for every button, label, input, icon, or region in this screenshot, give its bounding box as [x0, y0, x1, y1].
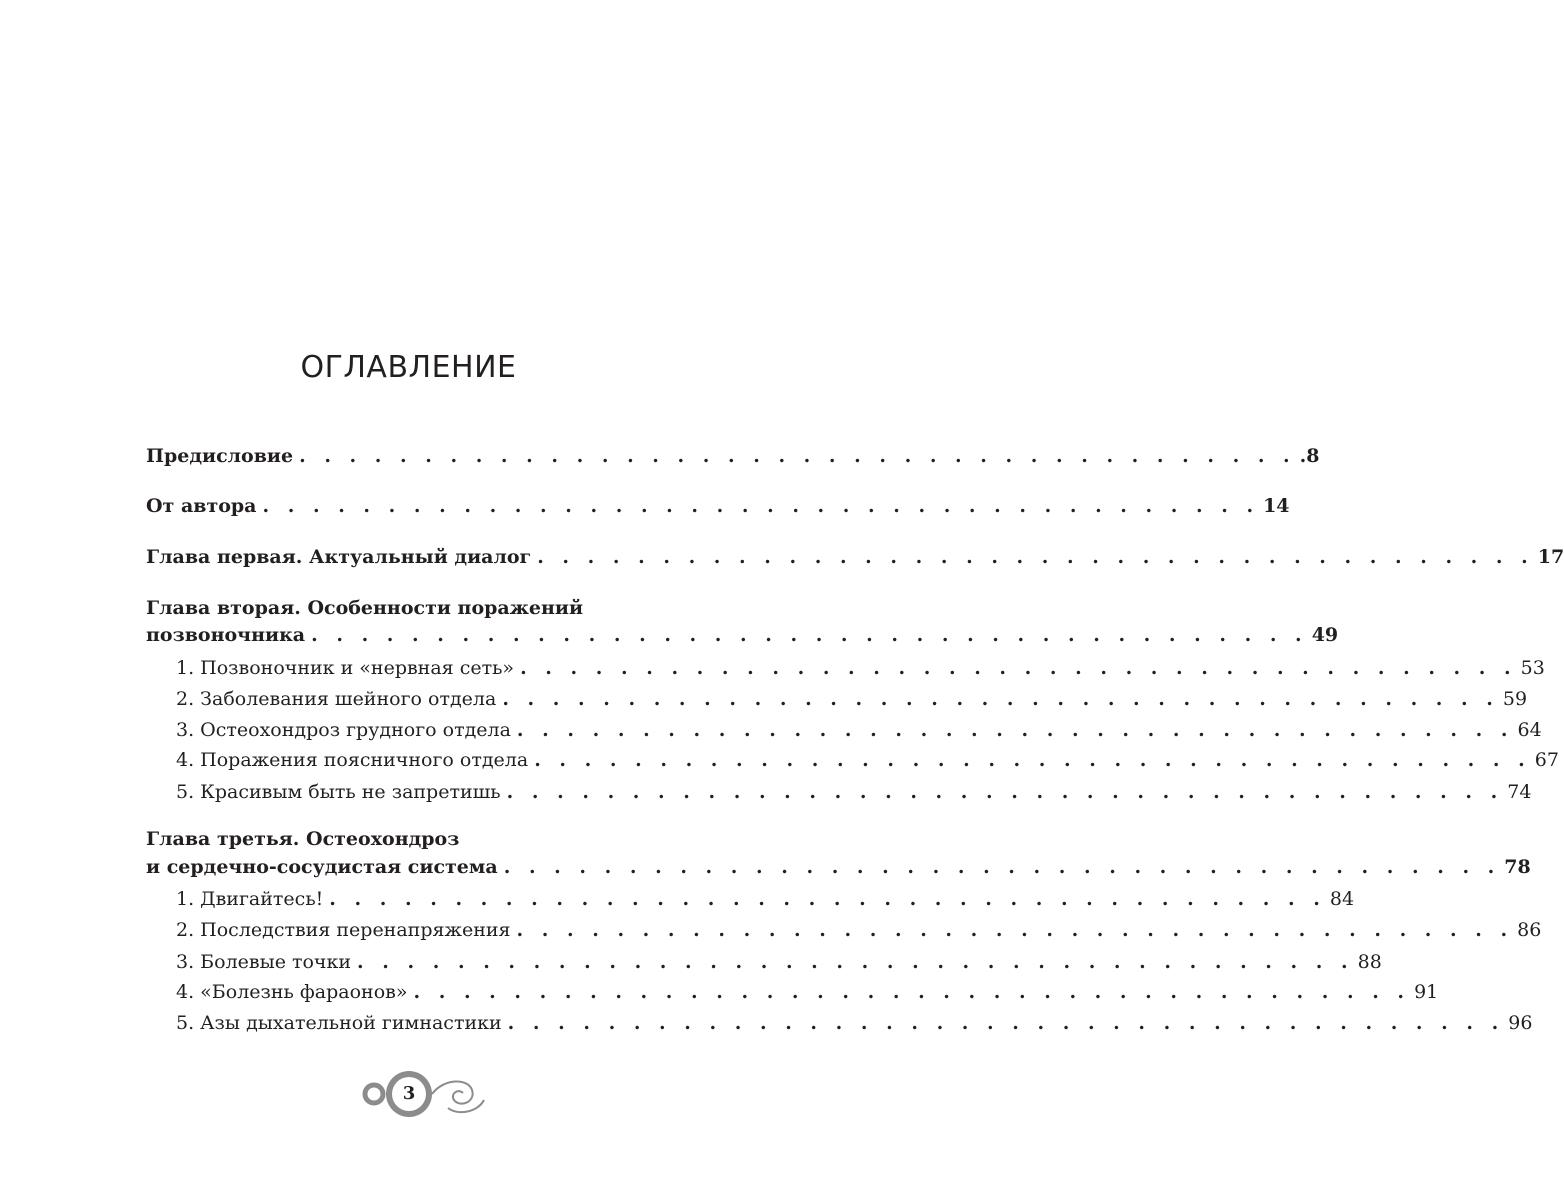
toc-entry-page: 96 — [1508, 1012, 1533, 1034]
toc-entry-label: 5. Азы дыхательной гимнастики — [176, 1012, 502, 1034]
toc-subentry[interactable] — [176, 918, 1542, 942]
toc-entry-chapter-1[interactable] — [146, 545, 1564, 569]
toc-subentry[interactable] — [176, 780, 1532, 804]
toc-entry-page: 59 — [1502, 688, 1528, 710]
toc-entry-label: 1. Позвоночник и «нервная сеть» — [176, 657, 515, 679]
leader-dots: . . . . . . . . . . . . . . . . . . . . . . . . . . . . . . . . . . . . . . . . — [357, 951, 1354, 973]
leader-dots: . . . . . . . . . . . . . . . . . . . . . . . . . . . . . . . . . . . . . . . . — [311, 624, 1308, 646]
toc-entry-label: 4. Поражения поясничного отдела — [176, 749, 529, 771]
toc-entry-page: 84 — [1329, 888, 1355, 910]
toc-subentry[interactable] — [176, 1011, 1533, 1035]
leader-dots: . . . . . . . . . . . . . . . . . . . . . . . . . . . . . . . . . . . . . . . . — [534, 749, 1531, 771]
leader-dots: . . . . . . . . . . . . . . . . . . . . . . . . . . . . . . . . . . . . . . . . — [299, 445, 1296, 467]
toc-entry-page: 86 — [1517, 919, 1542, 941]
toc-entry-page: .8 — [1299, 445, 1320, 467]
toc-entry-chapter-3[interactable] — [146, 855, 1531, 879]
toc-entry-label: 5. Красивым быть не запретишь — [176, 781, 501, 803]
toc-entry-label: Предисловие — [146, 445, 294, 467]
toc-entry-chapter-2[interactable] — [146, 623, 1339, 647]
leader-dots: . . . . . . . . . . . . . . . . . . . . . . . . . . . . . . . . . . . . . . . . — [262, 495, 1260, 517]
toc-subentry[interactable] — [176, 656, 1545, 680]
leader-dots: . . . . . . . . . . . . . . . . . . . . . . . . . . . . . . . . . . . . . . . . — [502, 688, 1499, 710]
leader-dots: . . . . . . . . . . . . . . . . . . . . . . . . . . . . . . . . . . . . . . . . — [503, 856, 1501, 878]
toc-entry-label: 3. Болевые точки — [176, 951, 352, 973]
toc-entry-from-author[interactable] — [146, 494, 1290, 518]
toc-entry-label: 2. Последствия перенапряжения — [176, 919, 511, 941]
toc-subentry[interactable] — [176, 887, 1355, 911]
toc-entry-label: 4. «Болезнь фараонов» — [176, 981, 408, 1003]
leader-dots: . . . . . . . . . . . . . . . . . . . . . . . . . . . . . . . . . . . . . . . . — [516, 719, 1514, 741]
toc-entry-label: позвоночника — [146, 624, 306, 646]
toc-subentry[interactable] — [176, 718, 1542, 742]
page-title: ОГЛАВЛЕНИЕ — [300, 350, 517, 385]
toc-entry-page: 78 — [1504, 856, 1531, 878]
toc-entry-page: 64 — [1517, 719, 1542, 741]
toc-entry-preface[interactable] — [146, 444, 1320, 468]
toc-entry-page: 14 — [1263, 495, 1290, 517]
toc-entry-page: 49 — [1311, 624, 1339, 646]
leader-dots: . . . . . . . . . . . . . . . . . . . . . . . . . . . . . . . . . . . . . . . . — [520, 657, 1517, 679]
toc-entry-label: От автора — [146, 495, 257, 517]
leader-dots: . . . . . . . . . . . . . . . . . . . . . . . . . . . . . . . . . . . . . . . . — [329, 888, 1326, 910]
toc-chapter-2-title-line: Глава вторая. Особенности поражений — [146, 597, 584, 619]
leader-dots: . . . . . . . . . . . . . . . . . . . . . . . . . . . . . . . . . . . . . . . . — [507, 1012, 1505, 1034]
toc-chapter-3-title-line: Глава третья. Остеохондроз — [146, 828, 460, 850]
toc-subentry[interactable] — [176, 748, 1559, 772]
toc-entry-label: Глава первая. Актуальный диалог — [146, 546, 532, 568]
toc-subentry[interactable] — [176, 687, 1528, 711]
toc-entry-page: 91 — [1414, 981, 1439, 1003]
toc-entry-label: и сердечно-сосудистая система — [146, 856, 498, 878]
toc-entry-label: 3. Остеохондроз грудного отдела — [176, 719, 511, 741]
leader-dots: . . . . . . . . . . . . . . . . . . . . . . . . . . . . . . . . . . . . . . . . — [413, 981, 1411, 1003]
toc-entry-label: 1. Двигайтесь! — [176, 888, 324, 910]
toc-entry-page: 53 — [1520, 657, 1545, 679]
leader-dots: . . . . . . . . . . . . . . . . . . . . . . . . . . . . . . . . . . . . . . . . — [506, 781, 1504, 803]
toc-entry-page: 17 — [1537, 546, 1564, 568]
toc-subentry[interactable] — [176, 950, 1382, 974]
leader-dots: . . . . . . . . . . . . . . . . . . . . . . . . . . . . . . . . . . . . . . . . — [537, 546, 1534, 568]
toc-entry-page: 67 — [1534, 749, 1559, 771]
toc-subentry[interactable] — [176, 980, 1439, 1004]
page-number: 3 — [392, 1077, 426, 1111]
toc-entry-page: 88 — [1357, 951, 1382, 973]
toc-entry-page: 74 — [1507, 781, 1532, 803]
toc-entry-label: 2. Заболевания шейного отдела — [176, 688, 497, 710]
page-number-ornament — [360, 1068, 490, 1124]
leader-dots: . . . . . . . . . . . . . . . . . . . . . . . . . . . . . . . . . . . . . . . . — [516, 919, 1514, 941]
